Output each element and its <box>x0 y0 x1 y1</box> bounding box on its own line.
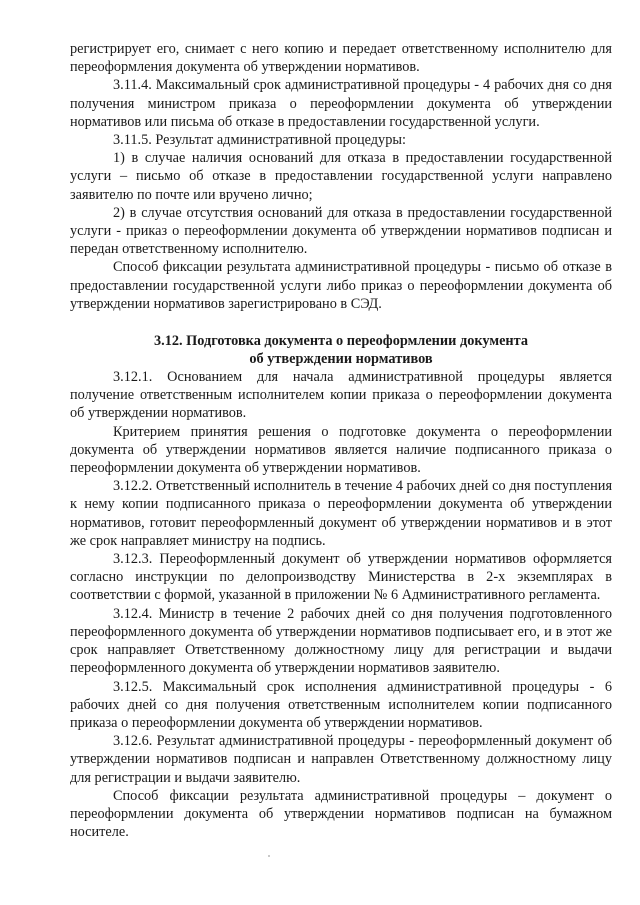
paragraph-fixation-method-3-12: Способ фиксации результата административной процедуры – документ о переоформлении документа об утверждении нормативов подписан на бумажном носителе. <box>70 787 612 841</box>
paragraph-decision-criterion: Критерием принятия решения о подготовке документа о переоформлении документа об утверждении нормативов является наличие подписанного приказа о переоформлении документа об утверждении нормативов. <box>70 423 612 477</box>
paragraph-continuation: регистрирует его, снимает с него копию и передает ответственному исполнителю для переоформления документа об утверждении нормативов. <box>70 41 612 76</box>
paragraph-result-case-1: 1) в случае наличия оснований для отказа в предоставлении государственной услуги – письмо об отказе в предоставлении государственной услуги направлено заявителю по почте или вручено лично; <box>70 150 612 203</box>
section-heading-line-2: об утверждении нормативов <box>249 350 433 367</box>
paragraph-3-11-4: 3.11.4. Максимальный срок административной процедуры - 4 рабочих дня со дня получения министром приказа о переоформлении документа об утверждении нормативов или письма об отказе в предоставлении государственной услуги. <box>70 77 612 130</box>
scan-speck <box>268 855 270 857</box>
section-heading-3-12 <box>70 333 612 368</box>
paragraph-3-12-2: 3.12.2. Ответственный исполнитель в течение 4 рабочих дней со дня поступления к нему копии подписанного приказа о переоформлении документа об утверждении нормативов, готовит переоформленный документ об утверждении нормативов и в этот же срок направляет министру на подпись. <box>70 478 613 549</box>
paragraph-3-11-5: 3.11.5. Результат административной процедуры: <box>113 132 406 149</box>
section-heading-line-1: 3.12. Подготовка документа о переоформлении документа <box>153 333 529 350</box>
paragraph-fixation-method-3-11: Способ фиксации результата административной процедуры - письмо об отказе в предоставлении государственной услуги либо приказ о переоформлении документа об утверждении нормативов зарегистрировано в СЭД. <box>70 259 612 312</box>
paragraph-3-12-5: 3.12.5. Максимальный срок исполнения административной процедуры - 6 рабочих дней со дня получения ответственным исполнителем копии подписанного приказа о переоформлении документа об утверждении нормативов. <box>70 678 612 731</box>
paragraph-3-12-3: 3.12.3. Переоформленный документ об утверждении нормативов оформляется согласно инструкции по делопроизводству Министерства в 2-х экземплярах в соответствии с формой, указанной в приложении № 6 Административного регламента. <box>70 551 612 604</box>
paragraph-result-case-2: 2) в случае отсутствия оснований для отказа в предоставлении государственной услуги - приказ о переоформлении документа об утверждении нормативов подписан и передан ответственному исполнителю. <box>70 204 612 258</box>
paragraph-3-12-4: 3.12.4. Министр в течение 2 рабочих дней со дня получения подготовленного переоформленного документа об утверждении нормативов подписывает его, и в этот же срок направляет Ответственному должностному лицу для регистрации и выдачи переоформленного документа об утверждении нормативов заявителю. <box>70 605 612 677</box>
paragraph-3-12-1: 3.12.1. Основанием для начала административной процедуры является получение ответственным исполнителем копии приказа о переоформлении документа об утверждении нормативов. <box>70 369 612 422</box>
document-page <box>70 40 612 841</box>
paragraph-3-12-6: 3.12.6. Результат административной процедуры - переоформленный документ об утверждении нормативов подписан и направлен Ответственному должностному лицу для регистрации и выдачи заявителю. <box>70 733 612 786</box>
